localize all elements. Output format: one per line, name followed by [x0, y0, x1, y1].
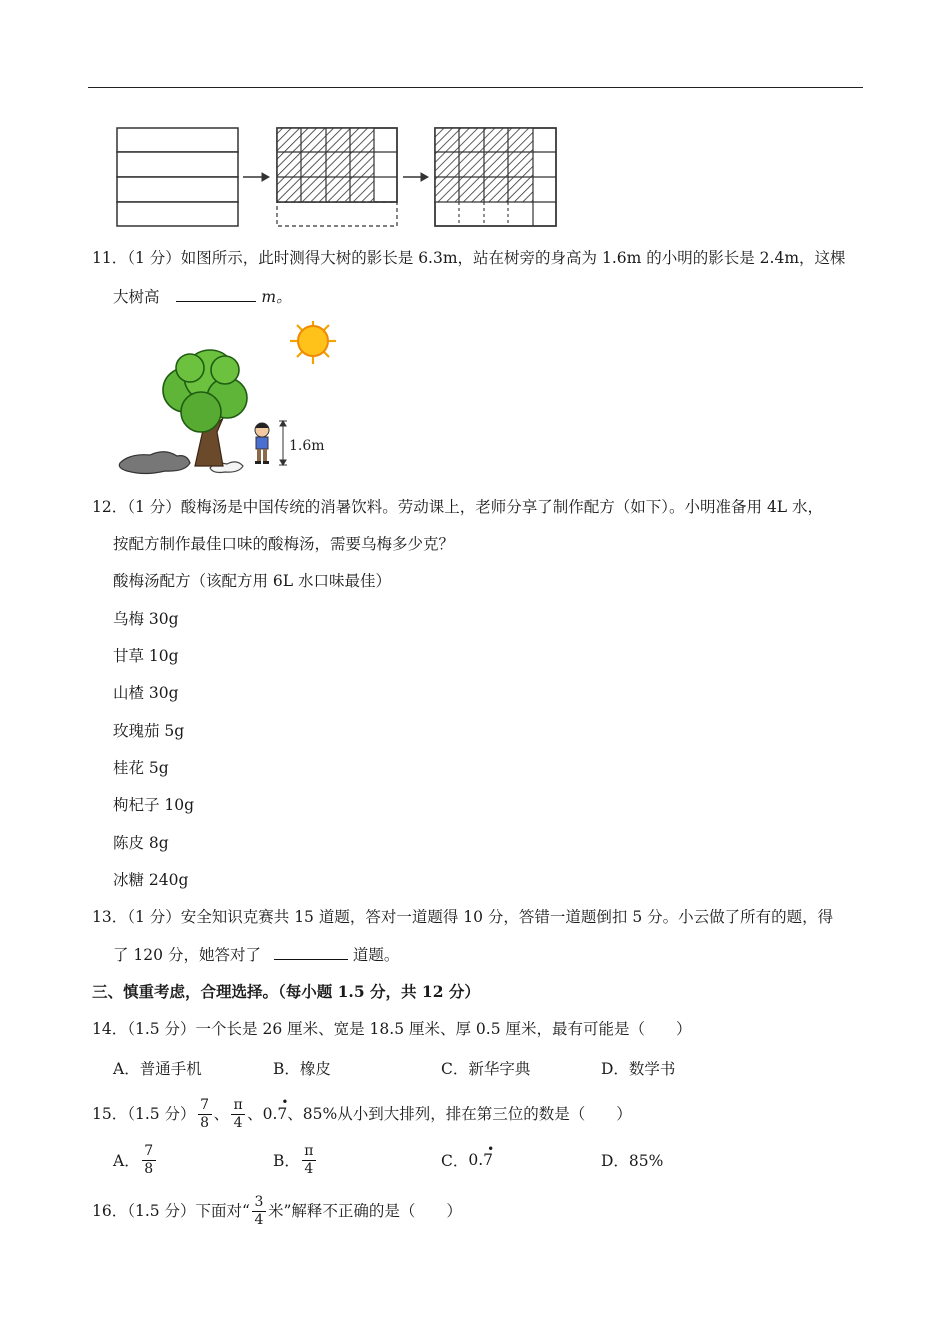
fraction	[198, 1098, 212, 1131]
option-d[interactable]: D．数学书	[601, 1060, 676, 1078]
answer-blank[interactable]	[274, 945, 348, 960]
q15-suffix: 、85%从小到大排列，排在第三位的数是（ ）	[287, 1105, 632, 1123]
height-label: 1.6m	[289, 438, 325, 454]
fraction-numerator: 7	[144, 1142, 154, 1159]
option-a[interactable]: A． $\frac{7}{8}$	[113, 1142, 158, 1178]
option-b[interactable]: B． $\frac{\pi}{4}$	[273, 1142, 318, 1178]
boy-icon	[255, 423, 269, 464]
fraction	[252, 1195, 266, 1228]
fraction-denominator: 4	[304, 1160, 314, 1177]
ingredient-item: 枸杞子 10g	[113, 796, 195, 814]
arrow-icon	[403, 173, 428, 181]
option-c[interactable]: C．新华字典	[441, 1060, 531, 1078]
fraction-numerator: 7	[200, 1096, 210, 1113]
area-model-figure	[110, 122, 560, 232]
fraction-denominator: 4	[233, 1114, 243, 1131]
ingredient-item: 陈皮 8g	[113, 834, 169, 852]
header-rule	[88, 87, 863, 88]
height-marker	[279, 421, 287, 465]
fraction	[302, 1144, 316, 1177]
repeating-digit: • 7	[483, 1142, 495, 1169]
q16-suffix: 米”解释不正确的是（ ）	[267, 1202, 462, 1220]
rect-three	[435, 128, 556, 226]
fraction-denominator: 4	[254, 1211, 264, 1228]
ingredient-item: 冰糖 240g	[113, 871, 189, 889]
q13-line2-prefix: 了 120 分，她答对了	[113, 946, 261, 964]
q13-line1: 13．（1 分）安全知识克赛共 15 道题，答对一道题得 10 分，答错一道题倒扣 5 分。小云做了所有的题，得	[92, 908, 834, 926]
q14-stem: 14．（1.5 分）一个长是 26 厘米、宽是 18.5 厘米、厚 0.5 厘米，最有可能是（ ）	[92, 1020, 692, 1038]
q11-line2	[113, 287, 292, 307]
repeating-digit: • 7	[277, 1095, 289, 1123]
option-b[interactable]: B．橡皮	[273, 1060, 331, 1078]
separator: 、	[247, 1105, 263, 1123]
separator: 、	[213, 1105, 230, 1123]
fraction-numerator: π	[233, 1096, 243, 1113]
q12-line2: 按配方制作最佳口味的酸梅汤，需要乌梅多少克？	[113, 535, 455, 553]
fraction-numerator: π	[304, 1142, 314, 1159]
q13-line2-suffix: 道题。	[352, 946, 400, 964]
arrow-icon	[243, 173, 269, 181]
option-c[interactable]: C． 0. • 7	[441, 1142, 495, 1170]
q13-line2	[113, 945, 399, 965]
fraction	[231, 1098, 245, 1131]
fraction-numerator: 3	[254, 1193, 264, 1210]
tree-foliage	[163, 350, 247, 432]
fraction	[142, 1144, 156, 1177]
fraction-denominator: 8	[200, 1114, 210, 1131]
rect-one	[117, 128, 238, 226]
option-a[interactable]: A．普通手机	[113, 1060, 202, 1078]
tree-shadow	[119, 452, 190, 474]
recipe-title: 酸梅汤配方（该配方用 6L 水口味最佳）	[113, 572, 392, 590]
answer-blank[interactable]	[176, 287, 256, 302]
ingredient-item: 桂花 5g	[113, 759, 169, 777]
q11-line2-suffix: m。	[261, 288, 292, 306]
q15-prefix: 15．（1.5 分）	[92, 1105, 196, 1123]
option-d[interactable]: D．85%	[601, 1152, 664, 1170]
ingredient-item: 乌梅 30g	[113, 610, 179, 628]
section-heading: 三、慎重考虑，合理选择。（每小题 1.5 分，共 12 分）	[92, 982, 480, 1001]
rect-two	[277, 128, 397, 226]
tree-shadow-figure	[115, 318, 350, 483]
ingredient-item: 玫瑰茄 5g	[113, 722, 185, 740]
q15-stem	[92, 1096, 632, 1132]
decimal-integer: 0.	[468, 1151, 484, 1169]
decimal-integer: 0.	[262, 1105, 278, 1123]
q11-line1: 11．（1 分）如图所示，此时测得大树的影长是 6.3m，站在树旁的身高为 1.6m 的小明的影长是 2.4m，这棵	[92, 249, 846, 267]
q12-line1: 12．（1 分）酸梅汤是中国传统的消暑饮料。劳动课上，老师分享了制作配方（如下）。小明准备用 4L 水，	[92, 498, 824, 516]
ingredient-item: 山楂 30g	[113, 684, 179, 702]
ingredient-item: 甘草 10g	[113, 647, 179, 665]
q16-stem	[92, 1193, 462, 1229]
fraction-denominator: 8	[144, 1160, 154, 1177]
q16-prefix: 16．（1.5 分）下面对“	[92, 1202, 250, 1220]
q11-line2-prefix: 大树高	[113, 288, 160, 306]
sun-icon	[290, 321, 336, 364]
